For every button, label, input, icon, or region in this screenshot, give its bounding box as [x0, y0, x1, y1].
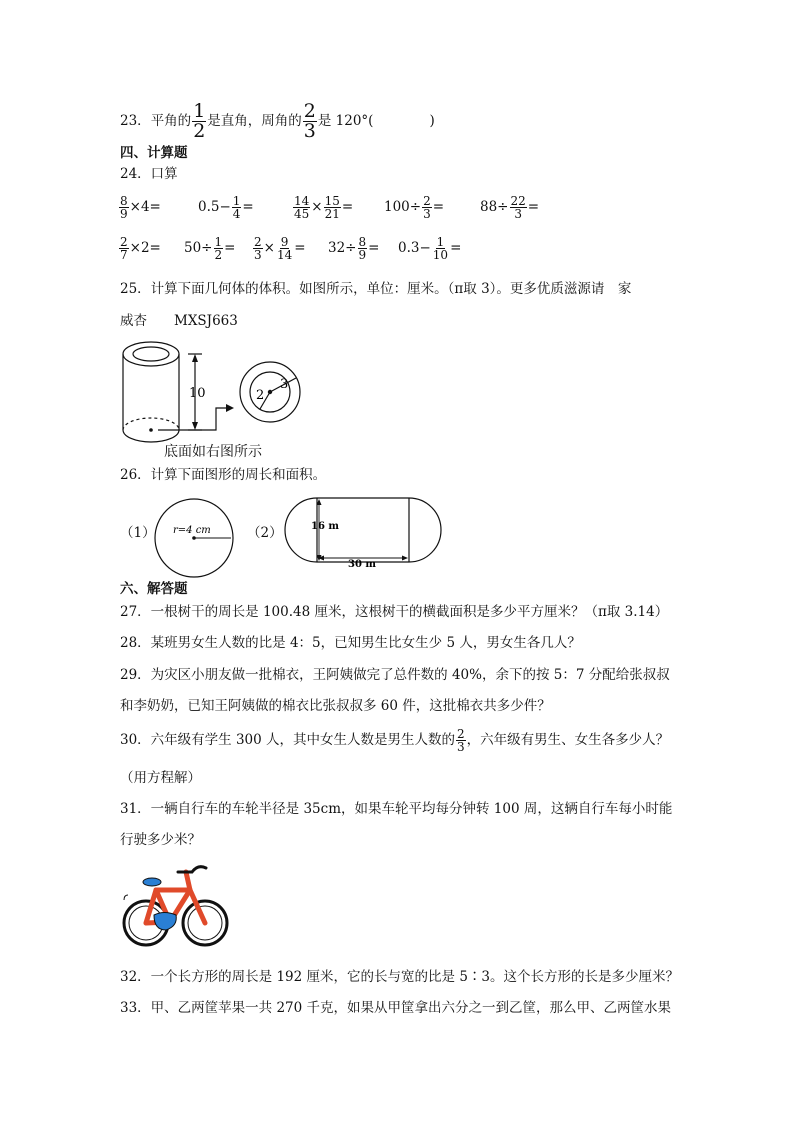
question-31-line-2: 行驶多少米？ [120, 832, 201, 848]
center-dot [268, 390, 272, 394]
fraction: $\frac{1}{2}$ [193, 100, 206, 142]
radius-label: r=4 cm [173, 525, 211, 536]
outer-radius-label: 3 [280, 377, 289, 392]
fraction: $\frac{2}{7}$ [120, 235, 128, 262]
question-25-line-2: 威杏 MXSJ663 [120, 313, 238, 329]
calc-item: 32÷ $\frac{8}{9}$ = [328, 235, 380, 262]
pointer-arrow-line [158, 408, 226, 430]
inner-radius-label: 2 [256, 388, 265, 403]
fraction: $\frac{15}{21}$ [324, 194, 340, 221]
calc-item: 0.3− $\frac{1}{10}$ = [398, 235, 462, 262]
fraction: $\frac{8}{9}$ [120, 194, 128, 221]
figure-2-label: （2） [247, 525, 283, 541]
height-arrow-top [192, 354, 198, 362]
fraction: $\frac{2}{3}$ [457, 727, 465, 754]
question-29-line-1: 29．为灾区小朋友做一批棉衣，王阿姨做完了总件数的 40%，余下的按 5：7 分配给张叔叔 [120, 667, 670, 683]
bike-chain-guard [154, 913, 176, 931]
calc-item: 50÷ $\frac{1}{2}$ = [184, 235, 236, 262]
calc-item: 88÷ $\frac{22}{3}$ = [480, 194, 540, 221]
cylinder-top-outer [123, 342, 179, 366]
cylinder-top-inner [133, 347, 169, 361]
fraction: $\frac{2}{3}$ [423, 194, 431, 221]
pointer-arrowhead [226, 404, 234, 412]
fraction: $\frac{1}{2}$ [214, 235, 223, 262]
height-arrow-bottom [192, 422, 198, 430]
question-26-title: 26．计算下面图形的周长和面积。 [120, 467, 327, 483]
question-25-line-1: 25．计算下面几何体的体积。如图所示，单位：厘米。（π取 3）。更多优质滋源请 家 [120, 281, 632, 297]
question-30-line-2: （用方程解） [120, 770, 201, 786]
stadium-figure [280, 494, 450, 569]
question-28: 28．某班男女生人数的比是 4：5，已知男生比女生少 5 人，男女生各几人？ [120, 635, 581, 651]
fraction: $\frac{9}{14}$ [276, 235, 293, 262]
question-30: 30．六年级有学生 300 人，其中女生人数是男生人数的 $\frac{2}{3}$ ，六年级有男生、女生各多少人？ [120, 727, 670, 754]
height-label: 16 m [311, 521, 339, 532]
question-27: 27．一根树干的周长是 100.48 厘米，这根树干的横截面积是多少平方厘米？（π取 3.14） [120, 604, 669, 620]
question-32: 32．一个长方形的周长是 192 厘米，它的长与宽的比是 5∶3。这个长方形的长是多少厘米？ [120, 969, 679, 985]
question-33: 33．甲、乙两筐苹果一共 270 千克，如果从甲筐拿出六分之一到乙筐，那么甲、乙两筐水果 [120, 1000, 672, 1016]
height-label: 10 [189, 386, 206, 401]
calc-item: $\frac{2}{3}$ × $\frac{9}{14}$ = [254, 235, 306, 262]
question-31-line-1: 31．一辆自行车的车轮半径是 35cm，如果车轮平均每分钟转 100 周，这辆自行车每小时能 [120, 801, 673, 817]
fraction: $\frac{2}{3}$ [303, 100, 316, 142]
fraction: $\frac{14}{45}$ [294, 194, 310, 221]
circle-figure [153, 497, 235, 579]
bike-handlebar [178, 867, 206, 872]
bike-seat [143, 878, 161, 886]
fraction: $\frac{22}{3}$ [510, 194, 526, 221]
fraction: $\frac{8}{9}$ [358, 235, 367, 262]
calc-item: 100÷ $\frac{2}{3}$ = [384, 194, 445, 221]
question-23: 23．平角的 $\frac{1}{2}$ 是直角，周角的 $\frac{2}{3}$ 是 120°( ) [120, 100, 435, 142]
fraction: $\frac{1}{4}$ [232, 194, 241, 221]
fraction: $\frac{1}{10}$ [432, 235, 449, 262]
width-label: 30 m [348, 559, 376, 569]
calc-item: $\frac{2}{7}$ ×2= [120, 235, 161, 262]
bicycle-image [120, 860, 232, 952]
question-24-title: 24．口算 [120, 166, 178, 182]
section-heading-4: 四、计算题 [120, 145, 188, 161]
question-29-line-2: 和李奶奶，已知王阿姨做的棉衣比张叔叔多 60 件，这批棉衣共多少件？ [120, 698, 551, 714]
section-heading-6: 六、解答题 [120, 581, 188, 597]
calc-item: 0.5− $\frac{1}{4}$ = [198, 194, 254, 221]
figure-1-label: （1） [120, 525, 156, 541]
calc-item: $\frac{14}{45}$ × $\frac{15}{21}$ = [294, 194, 354, 221]
base-caption: 底面如右图所示 [164, 444, 262, 460]
calc-item: $\frac{8}{9}$ ×4= [120, 194, 161, 221]
fraction: $\frac{2}{3}$ [254, 235, 262, 262]
